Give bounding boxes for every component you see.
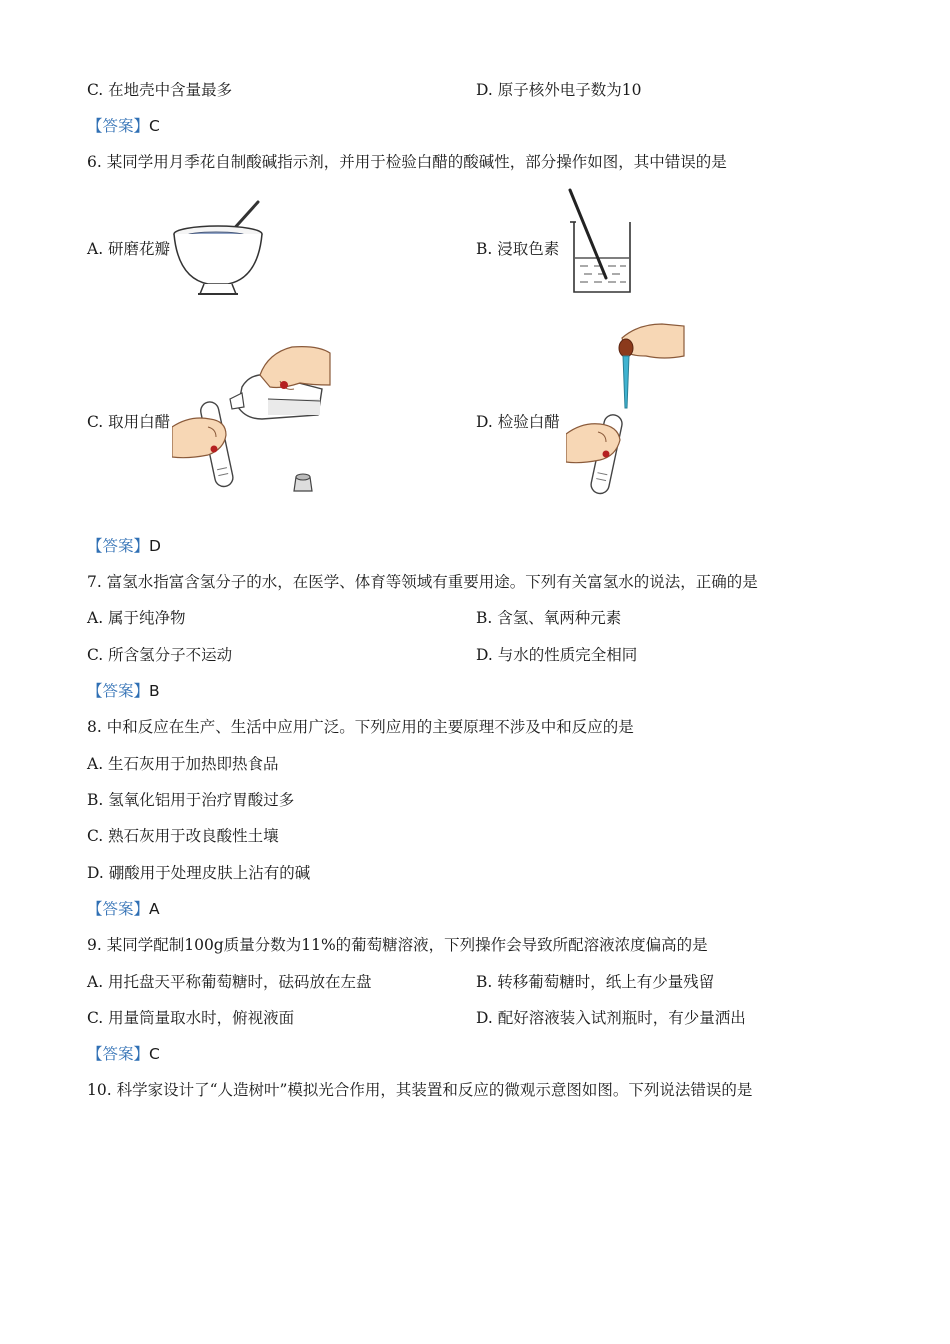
- q8-answer: 【答案】A: [87, 900, 160, 918]
- q7-stem: 7. 富氢水指富含氢分子的水，在医学、体育等领域有重要用途。下列有关富氢水的说法，正确的是: [87, 573, 758, 591]
- dropper-test-figure: [566, 322, 686, 500]
- q7-option-d: D. 与水的性质完全相同: [476, 646, 638, 664]
- q10-stem: 10. 科学家设计了“人造树叶”模拟光合作用，其装置和反应的微观示意图如图。下列说法错误的是: [87, 1081, 753, 1099]
- q5-option-d: D. 原子核外电子数为10: [476, 81, 642, 99]
- mortar-pestle-figure: [170, 198, 270, 300]
- q8-option-b: B. 氢氧化铝用于治疗胃酸过多: [87, 791, 295, 809]
- q8-option-d: D. 硼酸用于处理皮肤上沾有的碱: [87, 864, 311, 882]
- q9-option-b: B. 转移葡萄糖时，纸上有少量残留: [476, 973, 715, 991]
- beaker-figure: [562, 188, 634, 298]
- q5-option-c: C. 在地壳中含量最多: [87, 81, 233, 99]
- q6-option-c: C. 取用白醋: [87, 413, 171, 431]
- q5-answer-letter: C: [149, 117, 160, 135]
- q7-option-b: B. 含氢、氧两种元素: [476, 609, 622, 627]
- q6-option-a: A. 研磨花瓣: [87, 240, 171, 258]
- q6-option-b: B. 浸取色素: [476, 240, 560, 258]
- q9-option-c: C. 用量筒量取水时，俯视液面: [87, 1009, 295, 1027]
- q8-stem: 8. 中和反应在生产、生活中应用广泛。下列应用的主要原理不涉及中和反应的是: [87, 718, 634, 736]
- q6-stem: 6. 某同学用月季花自制酸碱指示剂，并用于检验白醋的酸碱性，部分操作如图，其中错误的是: [87, 153, 727, 171]
- q7-option-c: C. 所含氢分子不运动: [87, 646, 233, 664]
- q6-answer-letter: D: [149, 537, 161, 555]
- q9-option-d: D. 配好溶液装入试剂瓶时，有少量洒出: [476, 1009, 746, 1027]
- q9-answer: 【答案】C: [87, 1045, 160, 1063]
- q9-answer-letter: C: [149, 1045, 160, 1063]
- q9-option-a: A. 用托盘天平称葡萄糖时，砝码放在左盘: [87, 973, 372, 991]
- q7-answer-letter: B: [149, 682, 160, 700]
- pouring-vinegar-figure: [172, 345, 332, 497]
- q8-answer-letter: A: [149, 900, 160, 918]
- q6-answer: 【答案】D: [87, 537, 161, 555]
- q5-answer: 【答案】C: [87, 117, 160, 135]
- q7-answer: 【答案】B: [87, 682, 160, 700]
- q8-option-c: C. 熟石灰用于改良酸性土壤: [87, 827, 279, 845]
- q6-option-d: D. 检验白醋: [476, 413, 560, 431]
- q7-option-a: A. 属于纯净物: [87, 609, 186, 627]
- q8-option-a: A. 生石灰用于加热即热食品: [87, 755, 279, 773]
- q9-stem: 9. 某同学配制100g质量分数为11%的葡萄糖溶液，下列操作会导致所配溶液浓度偏高的是: [87, 936, 708, 954]
